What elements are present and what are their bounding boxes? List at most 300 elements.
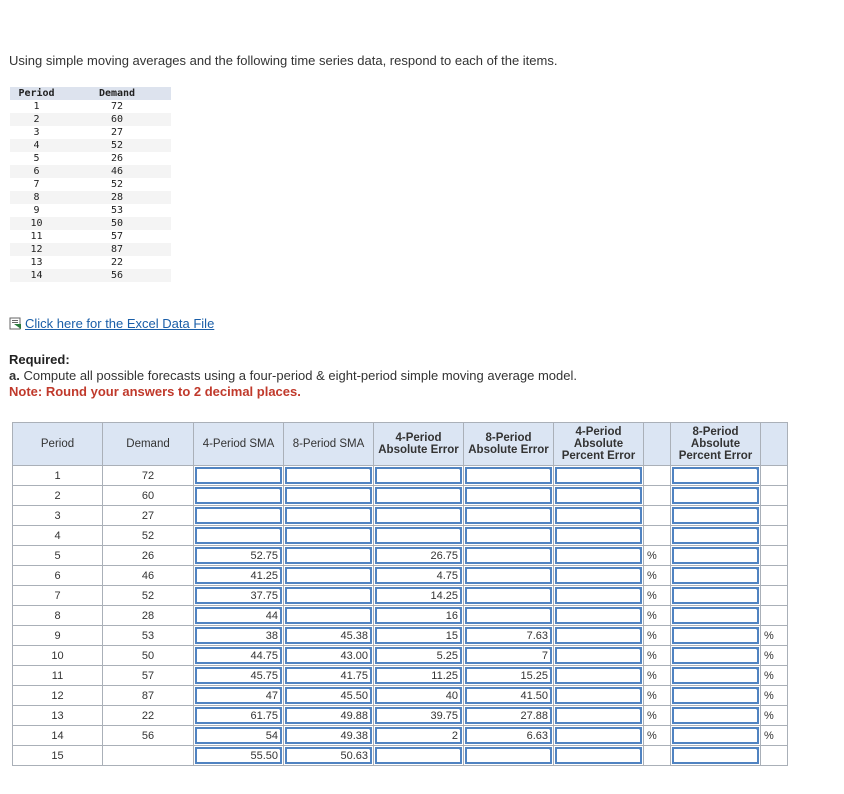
sma8-input[interactable]: 45.38 — [285, 627, 372, 644]
percent-spacer-8 — [761, 566, 788, 586]
abs-error-4-input[interactable] — [375, 487, 462, 504]
pct-error-4-cell — [554, 546, 644, 566]
sma4-input[interactable]: 45.75 — [195, 667, 282, 684]
pct-error-4-input[interactable] — [555, 707, 642, 724]
sma4-input[interactable] — [195, 487, 282, 504]
abs-error-4-input[interactable]: 40 — [375, 687, 462, 704]
pct-error-8-cell — [671, 646, 761, 666]
abs-error-4-input[interactable]: 26.75 — [375, 547, 462, 564]
sma8-input[interactable]: 45.50 — [285, 687, 372, 704]
sma8-input[interactable] — [285, 607, 372, 624]
abs-error-4-cell — [374, 666, 464, 686]
pct-error-4-input[interactable] — [555, 467, 642, 484]
sma8-cell — [284, 746, 374, 766]
header-8-period-absolute-error: 8-Period Absolute Error — [464, 423, 554, 466]
percent-sign-8: % — [761, 686, 788, 706]
demand-cell: 46 — [103, 566, 194, 586]
pct-error-4-input[interactable] — [555, 567, 642, 584]
pct-error-8-cell — [671, 626, 761, 646]
abs-error-8-cell — [464, 526, 554, 546]
abs-error-4-input[interactable] — [375, 467, 462, 484]
table-row — [13, 646, 788, 666]
sma8-cell — [284, 626, 374, 646]
pct-error-8-input[interactable] — [672, 747, 759, 764]
period-cell: 10 — [13, 646, 103, 666]
data-period-cell: 5 — [10, 152, 63, 165]
pct-error-4-input[interactable] — [555, 687, 642, 704]
data-table-row — [10, 191, 171, 204]
pct-error-4-cell — [554, 686, 644, 706]
sma8-cell — [284, 486, 374, 506]
header-4-period-absolute-error: 4-Period Absolute Error — [374, 423, 464, 466]
header-4-period-sma: 4-Period SMA — [194, 423, 284, 466]
table-row — [13, 486, 788, 506]
abs-error-8-input[interactable] — [465, 567, 552, 584]
percent-spacer-8 — [761, 586, 788, 606]
abs-error-4-cell — [374, 646, 464, 666]
pct-error-8-cell — [671, 546, 761, 566]
percent-spacer-8 — [761, 506, 788, 526]
pct-error-8-input[interactable] — [672, 587, 759, 604]
abs-error-4-input[interactable] — [375, 507, 462, 524]
demand-cell: 72 — [103, 466, 194, 486]
header-demand: Demand — [103, 423, 194, 466]
sma4-input[interactable] — [195, 507, 282, 524]
abs-error-4-cell — [374, 566, 464, 586]
percent-spacer-8 — [761, 546, 788, 566]
data-table-row — [10, 100, 171, 113]
period-cell: 6 — [13, 566, 103, 586]
abs-error-4-input[interactable]: 15 — [375, 627, 462, 644]
data-period-cell: 11 — [10, 230, 63, 243]
percent-sign-4: % — [644, 726, 671, 746]
pct-error-4-input[interactable] — [555, 527, 642, 544]
percent-spacer-4 — [644, 486, 671, 506]
abs-error-8-cell — [464, 546, 554, 566]
abs-error-8-cell — [464, 706, 554, 726]
sma4-input[interactable]: 52.75 — [195, 547, 282, 564]
pct-error-4-input[interactable] — [555, 667, 642, 684]
excel-link-label[interactable]: Click here for the Excel Data File — [25, 316, 215, 331]
sma4-input[interactable]: 37.75 — [195, 587, 282, 604]
sma8-cell — [284, 466, 374, 486]
abs-error-4-cell — [374, 626, 464, 646]
demand-cell: 27 — [103, 506, 194, 526]
demand-cell: 52 — [103, 586, 194, 606]
abs-error-8-input[interactable] — [465, 467, 552, 484]
demand-cell — [103, 746, 194, 766]
abs-error-4-input[interactable]: 11.25 — [375, 667, 462, 684]
header-8-period-sma: 8-Period SMA — [284, 423, 374, 466]
period-cell: 11 — [13, 666, 103, 686]
data-demand-cell: 87 — [63, 243, 171, 256]
abs-error-4-input[interactable]: 5.25 — [375, 647, 462, 664]
pct-error-4-cell — [554, 466, 644, 486]
sma4-cell — [194, 746, 284, 766]
period-cell: 7 — [13, 586, 103, 606]
sma4-cell — [194, 606, 284, 626]
data-table-row — [10, 152, 171, 165]
intro-text: Using simple moving averages and the following time series data, respond to each of the items. — [9, 53, 558, 68]
abs-error-8-input[interactable] — [465, 547, 552, 564]
data-table-row — [10, 139, 171, 152]
period-cell: 8 — [13, 606, 103, 626]
excel-data-file-link[interactable] — [9, 316, 214, 331]
sma8-input[interactable] — [285, 547, 372, 564]
pct-error-4-input[interactable] — [555, 587, 642, 604]
abs-error-8-input[interactable]: 27.88 — [465, 707, 552, 724]
sma4-input[interactable]: 54 — [195, 727, 282, 744]
sma4-cell — [194, 546, 284, 566]
percent-sign-4: % — [644, 566, 671, 586]
pct-error-4-input[interactable] — [555, 607, 642, 624]
pct-error-8-input[interactable] — [672, 687, 759, 704]
forecast-answer-table — [12, 422, 788, 766]
sma8-cell — [284, 646, 374, 666]
percent-sign-4: % — [644, 646, 671, 666]
pct-error-8-input[interactable] — [672, 527, 759, 544]
percent-spacer-4 — [644, 466, 671, 486]
pct-error-8-input[interactable] — [672, 547, 759, 564]
period-cell: 5 — [13, 546, 103, 566]
percent-spacer-4 — [644, 746, 671, 766]
pct-error-4-cell — [554, 726, 644, 746]
sma8-input[interactable] — [285, 467, 372, 484]
pct-error-8-cell — [671, 606, 761, 626]
table-row — [13, 726, 788, 746]
sma8-cell — [284, 686, 374, 706]
data-table-row — [10, 204, 171, 217]
data-table-row — [10, 269, 171, 282]
sma4-cell — [194, 706, 284, 726]
abs-error-8-input[interactable]: 6.63 — [465, 727, 552, 744]
period-cell: 3 — [13, 506, 103, 526]
abs-error-8-input[interactable] — [465, 747, 552, 764]
abs-error-8-input[interactable]: 7.63 — [465, 627, 552, 644]
sma4-input[interactable]: 55.50 — [195, 747, 282, 764]
abs-error-8-input[interactable]: 7 — [465, 647, 552, 664]
abs-error-4-cell — [374, 546, 464, 566]
pct-error-4-input[interactable] — [555, 487, 642, 504]
pct-error-4-input[interactable] — [555, 647, 642, 664]
sma4-input[interactable]: 41.25 — [195, 567, 282, 584]
abs-error-8-cell — [464, 746, 554, 766]
period-cell: 14 — [13, 726, 103, 746]
data-demand-cell: 60 — [63, 113, 171, 126]
data-table-row — [10, 217, 171, 230]
percent-spacer-8 — [761, 486, 788, 506]
data-period-cell: 4 — [10, 139, 63, 152]
data-demand-cell: 72 — [63, 100, 171, 113]
pct-error-8-input[interactable] — [672, 567, 759, 584]
abs-error-4-input[interactable]: 14.25 — [375, 587, 462, 604]
period-cell: 12 — [13, 686, 103, 706]
pct-error-4-cell — [554, 566, 644, 586]
percent-sign-4: % — [644, 666, 671, 686]
sma8-input[interactable]: 43.00 — [285, 647, 372, 664]
sma8-cell — [284, 726, 374, 746]
percent-sign-4: % — [644, 606, 671, 626]
abs-error-4-input[interactable]: 39.75 — [375, 707, 462, 724]
rounding-note: Note: Round your answers to 2 decimal places. — [9, 384, 301, 399]
sma8-cell — [284, 706, 374, 726]
sma4-cell — [194, 586, 284, 606]
table-row — [13, 526, 788, 546]
sma8-input[interactable]: 49.88 — [285, 707, 372, 724]
abs-error-8-cell — [464, 586, 554, 606]
pct-error-8-input[interactable] — [672, 607, 759, 624]
pct-error-4-cell — [554, 506, 644, 526]
period-cell: 2 — [13, 486, 103, 506]
sma4-cell — [194, 686, 284, 706]
demand-cell: 22 — [103, 706, 194, 726]
data-period-cell: 10 — [10, 217, 63, 230]
demand-cell: 53 — [103, 626, 194, 646]
demand-cell: 26 — [103, 546, 194, 566]
data-demand-cell: 53 — [63, 204, 171, 217]
pct-error-4-input[interactable] — [555, 507, 642, 524]
pct-error-8-input[interactable] — [672, 627, 759, 644]
data-period-cell: 13 — [10, 256, 63, 269]
abs-error-4-cell — [374, 506, 464, 526]
abs-error-4-cell — [374, 466, 464, 486]
required-part-a — [9, 368, 577, 384]
abs-error-8-input[interactable]: 15.25 — [465, 667, 552, 684]
pct-error-8-input[interactable] — [672, 727, 759, 744]
abs-error-8-input[interactable] — [465, 607, 552, 624]
data-period-cell: 6 — [10, 165, 63, 178]
abs-error-4-cell — [374, 486, 464, 506]
data-demand-cell: 56 — [63, 269, 171, 282]
demand-cell: 56 — [103, 726, 194, 746]
percent-spacer-8 — [761, 746, 788, 766]
data-demand-cell: 50 — [63, 217, 171, 230]
percent-spacer-4 — [644, 506, 671, 526]
percent-sign-8: % — [761, 726, 788, 746]
sma8-input[interactable]: 41.75 — [285, 667, 372, 684]
data-demand-cell: 28 — [63, 191, 171, 204]
abs-error-8-input[interactable]: 41.50 — [465, 687, 552, 704]
percent-sign-4: % — [644, 546, 671, 566]
header-period: Period — [13, 423, 103, 466]
pct-error-8-cell — [671, 466, 761, 486]
percent-spacer-8 — [761, 606, 788, 626]
sma4-cell — [194, 466, 284, 486]
data-demand-cell: 46 — [63, 165, 171, 178]
data-period-cell: 1 — [10, 100, 63, 113]
pct-error-8-cell — [671, 666, 761, 686]
sma4-input[interactable] — [195, 527, 282, 544]
abs-error-4-cell — [374, 686, 464, 706]
pct-error-8-cell — [671, 726, 761, 746]
sma4-input[interactable]: 44.75 — [195, 647, 282, 664]
pct-error-4-input[interactable] — [555, 627, 642, 644]
pct-error-8-input[interactable] — [672, 507, 759, 524]
sma8-cell — [284, 566, 374, 586]
table-row — [13, 746, 788, 766]
demand-cell: 87 — [103, 686, 194, 706]
sma8-cell — [284, 606, 374, 626]
sma4-cell — [194, 666, 284, 686]
sma8-cell — [284, 546, 374, 566]
table-row — [13, 506, 788, 526]
percent-sign-4: % — [644, 686, 671, 706]
abs-error-8-cell — [464, 566, 554, 586]
data-table-row — [10, 165, 171, 178]
demand-cell: 52 — [103, 526, 194, 546]
sma8-input[interactable] — [285, 527, 372, 544]
percent-sign-8: % — [761, 626, 788, 646]
excel-file-icon — [9, 317, 22, 330]
data-demand-cell: 22 — [63, 256, 171, 269]
table-row — [13, 706, 788, 726]
pct-error-4-cell — [554, 486, 644, 506]
data-table-header-period: Period — [10, 87, 63, 100]
percent-sign-8: % — [761, 646, 788, 666]
pct-error-8-input[interactable] — [672, 647, 759, 664]
abs-error-8-cell — [464, 726, 554, 746]
abs-error-4-cell — [374, 526, 464, 546]
abs-error-8-cell — [464, 666, 554, 686]
pct-error-4-input[interactable] — [555, 727, 642, 744]
sma8-input[interactable] — [285, 507, 372, 524]
data-demand-cell: 57 — [63, 230, 171, 243]
abs-error-8-cell — [464, 506, 554, 526]
pct-error-8-cell — [671, 566, 761, 586]
pct-error-4-cell — [554, 526, 644, 546]
time-series-data-table — [10, 87, 171, 282]
abs-error-4-cell — [374, 606, 464, 626]
percent-spacer-8 — [761, 526, 788, 546]
pct-error-8-cell — [671, 586, 761, 606]
abs-error-4-input[interactable]: 16 — [375, 607, 462, 624]
sma4-input[interactable] — [195, 467, 282, 484]
sma4-cell — [194, 506, 284, 526]
abs-error-4-input[interactable] — [375, 527, 462, 544]
sma8-input[interactable] — [285, 587, 372, 604]
sma4-input[interactable]: 47 — [195, 687, 282, 704]
data-period-cell: 2 — [10, 113, 63, 126]
abs-error-8-cell — [464, 646, 554, 666]
pct-error-8-cell — [671, 746, 761, 766]
pct-error-4-cell — [554, 606, 644, 626]
data-period-cell: 3 — [10, 126, 63, 139]
abs-error-4-cell — [374, 746, 464, 766]
pct-error-8-cell — [671, 686, 761, 706]
part-a-text: Compute all possible forecasts using a four-period & eight-period simple moving average model. — [19, 368, 577, 383]
pct-error-8-input[interactable] — [672, 467, 759, 484]
sma4-cell — [194, 566, 284, 586]
table-row — [13, 606, 788, 626]
sma8-input[interactable] — [285, 567, 372, 584]
percent-sign-8: % — [761, 666, 788, 686]
data-demand-cell: 52 — [63, 178, 171, 191]
sma8-cell — [284, 586, 374, 606]
percent-sign-8: % — [761, 706, 788, 726]
pct-error-4-input[interactable] — [555, 547, 642, 564]
abs-error-4-cell — [374, 726, 464, 746]
abs-error-8-input[interactable] — [465, 487, 552, 504]
data-table-row — [10, 178, 171, 191]
pct-error-8-cell — [671, 706, 761, 726]
percent-spacer-8 — [761, 466, 788, 486]
data-table-row — [10, 126, 171, 139]
sma8-input[interactable]: 50.63 — [285, 747, 372, 764]
abs-error-8-input[interactable] — [465, 587, 552, 604]
table-row — [13, 566, 788, 586]
abs-error-4-input[interactable] — [375, 747, 462, 764]
sma4-input[interactable]: 61.75 — [195, 707, 282, 724]
pct-error-8-cell — [671, 486, 761, 506]
abs-error-8-cell — [464, 486, 554, 506]
sma4-input[interactable]: 44 — [195, 607, 282, 624]
sma4-cell — [194, 526, 284, 546]
data-table-row — [10, 230, 171, 243]
pct-error-8-input[interactable] — [672, 487, 759, 504]
demand-cell: 50 — [103, 646, 194, 666]
sma8-cell — [284, 526, 374, 546]
data-demand-cell: 52 — [63, 139, 171, 152]
pct-error-8-cell — [671, 506, 761, 526]
abs-error-4-input[interactable]: 2 — [375, 727, 462, 744]
table-row — [13, 686, 788, 706]
data-period-cell: 14 — [10, 269, 63, 282]
sma4-cell — [194, 626, 284, 646]
sma8-input[interactable] — [285, 487, 372, 504]
period-cell: 15 — [13, 746, 103, 766]
header-spacer-2 — [761, 423, 788, 466]
table-row — [13, 666, 788, 686]
pct-error-4-cell — [554, 706, 644, 726]
data-period-cell: 8 — [10, 191, 63, 204]
abs-error-4-input[interactable]: 4.75 — [375, 567, 462, 584]
percent-spacer-4 — [644, 526, 671, 546]
period-cell: 13 — [13, 706, 103, 726]
data-table-row — [10, 243, 171, 256]
abs-error-8-input[interactable] — [465, 527, 552, 544]
sma4-cell — [194, 486, 284, 506]
period-cell: 9 — [13, 626, 103, 646]
header-8-period-absolute-percent-error: 8-Period Absolute Percent Error — [671, 423, 761, 466]
data-demand-cell: 27 — [63, 126, 171, 139]
demand-cell: 57 — [103, 666, 194, 686]
abs-error-8-cell — [464, 626, 554, 646]
pct-error-4-cell — [554, 586, 644, 606]
pct-error-8-input[interactable] — [672, 707, 759, 724]
pct-error-4-cell — [554, 646, 644, 666]
sma4-cell — [194, 726, 284, 746]
pct-error-4-input[interactable] — [555, 747, 642, 764]
pct-error-4-cell — [554, 666, 644, 686]
table-row — [13, 626, 788, 646]
pct-error-4-cell — [554, 626, 644, 646]
table-row — [13, 466, 788, 486]
sma8-cell — [284, 666, 374, 686]
pct-error-8-input[interactable] — [672, 667, 759, 684]
sma4-input[interactable]: 38 — [195, 627, 282, 644]
header-spacer-1 — [644, 423, 671, 466]
sma8-input[interactable]: 49.38 — [285, 727, 372, 744]
table-row — [13, 546, 788, 566]
abs-error-8-input[interactable] — [465, 507, 552, 524]
header-4-period-absolute-percent-error: 4-Period Absolute Percent Error — [554, 423, 644, 466]
abs-error-8-cell — [464, 466, 554, 486]
required-section — [9, 352, 577, 400]
data-table-header-demand: Demand — [63, 87, 171, 100]
data-table-row — [10, 113, 171, 126]
period-cell: 1 — [13, 466, 103, 486]
percent-sign-4: % — [644, 626, 671, 646]
